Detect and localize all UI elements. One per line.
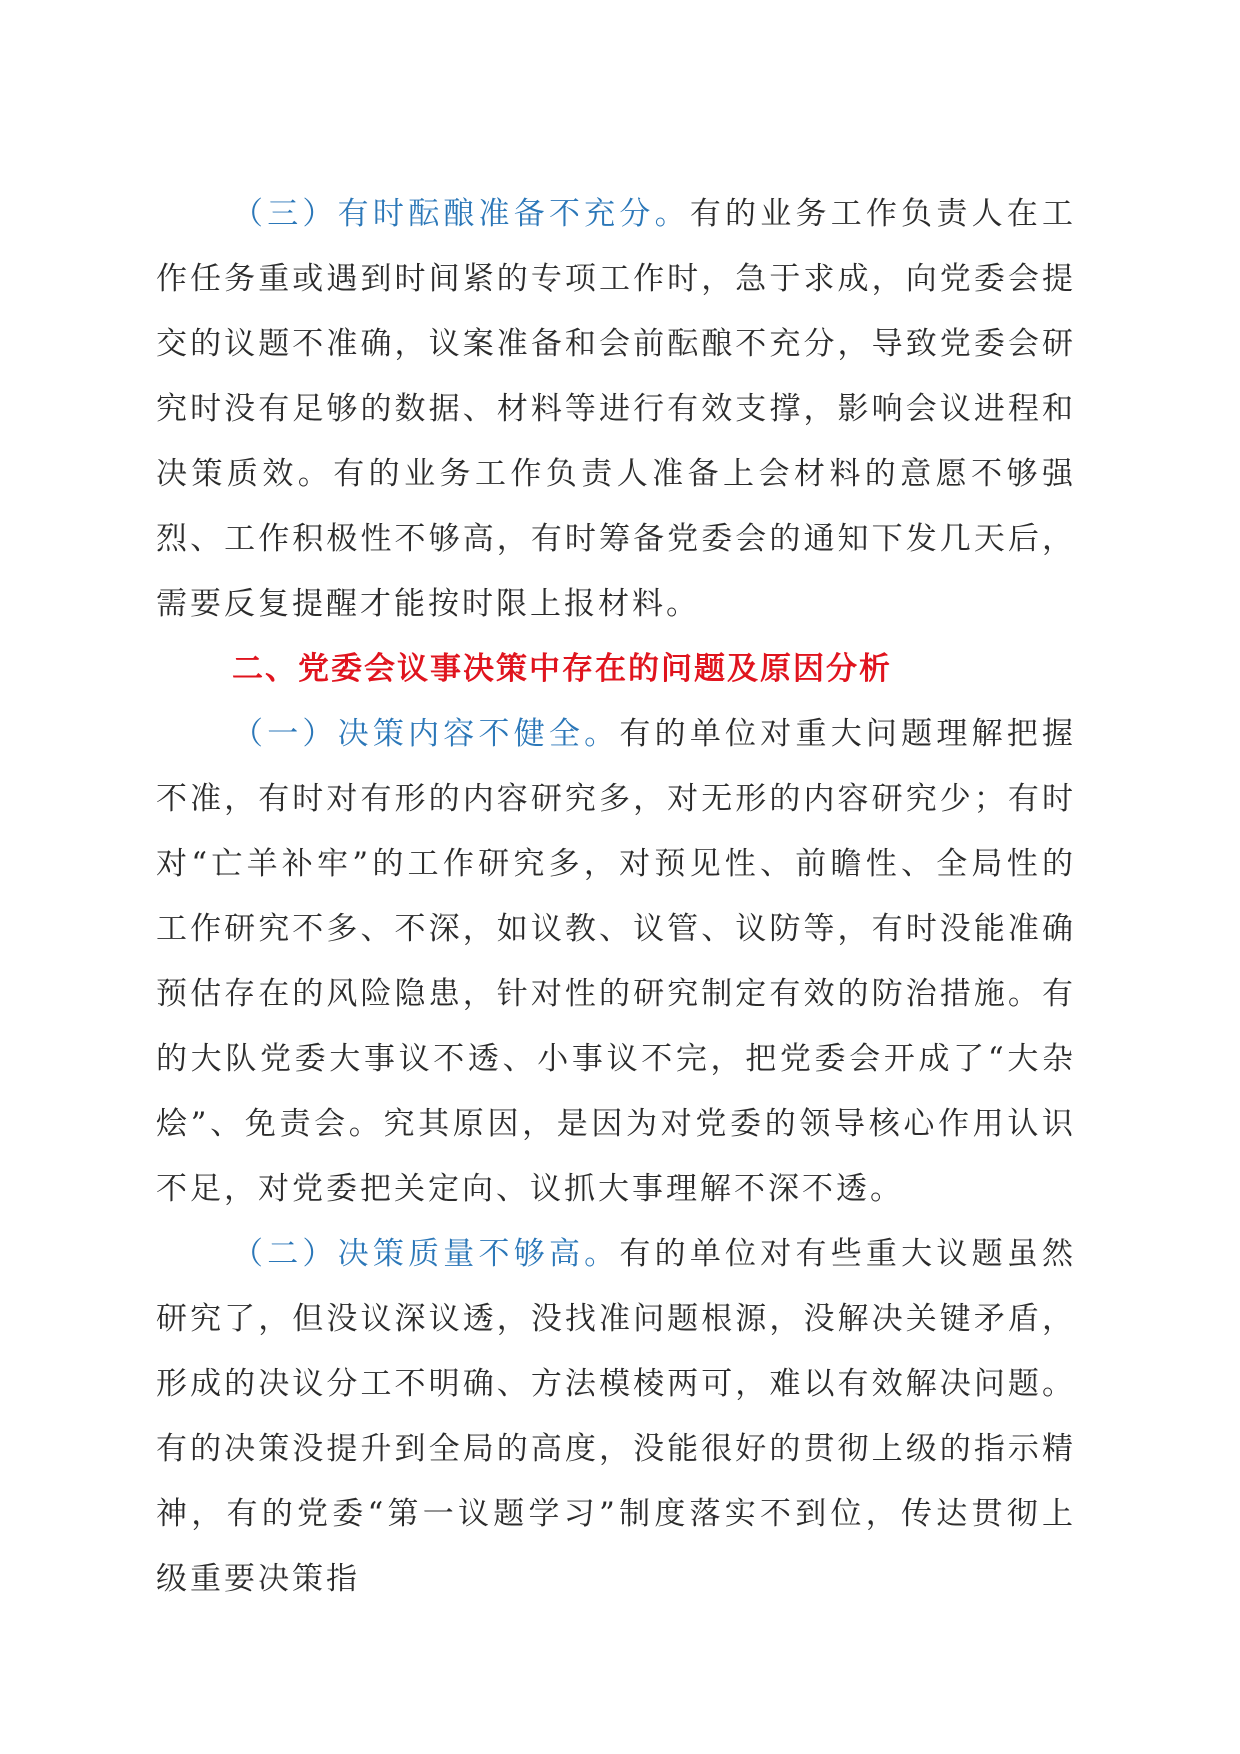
paragraph-incomplete-decision-content [156,702,1076,1222]
paragraph-body: 有的单位对有些重大议题虽然研究了，但没议深议透，没找准问题根源，没解决关键矛盾，形成的决议分工不明确、方法模棱两可，难以有效解决问题。有的决策没提升到全局的高度，没能很好的贯彻上级的指示精神，有的党委“第一议题学习”制度落实不到位，传达贯彻上级重要决策指 [156,1236,1076,1597]
subheading-incomplete-decision-content: （一）决策内容不健全。 [232,716,620,752]
paragraph-body: 有的业务工作负责人在工作任务重或遇到时间紧的专项工作时，急于求成，向党委会提交的议题不准确，议案准备和会前酝酿不充分，导致党委会研究时没有足够的数据、材料等进行有效支撑，影响会议进程和决策质效。有的业务工作负责人准备上会材料的意愿不够强烈、工作积极性不够高，有时筹备党委会的通知下发几天后，需要反复提醒才能按时限上报材料。 [156,196,1077,622]
subheading-insufficient-preparation: （三）有时酝酿准备不充分。 [232,196,690,232]
paragraph-body: 有的单位对重大问题理解把握不准，有时对有形的内容研究多，对无形的内容研究少；有时对“亡羊补牢”的工作研究多，对预见性、前瞻性、全局性的工作研究不多、不深，如议教、议管、议防等，有时没能准确预估存在的风险隐患，针对性的研究制定有效的防治措施。有的大队党委大事议不透、小事议不完，把党委会开成了“大杂烩”、免责会。究其原因，是因为对党委的领导核心作用认识不足，对党委把关定向、议抓大事理解不深不透。 [156,716,1076,1207]
subheading-low-decision-quality: （二）决策质量不够高。 [232,1236,620,1272]
section-heading-problems-analysis: 二、党委会议事决策中存在的问题及原因分析 [232,651,892,687]
paragraph-low-decision-quality [156,1222,1076,1612]
paragraph-insufficient-preparation [156,182,1076,637]
